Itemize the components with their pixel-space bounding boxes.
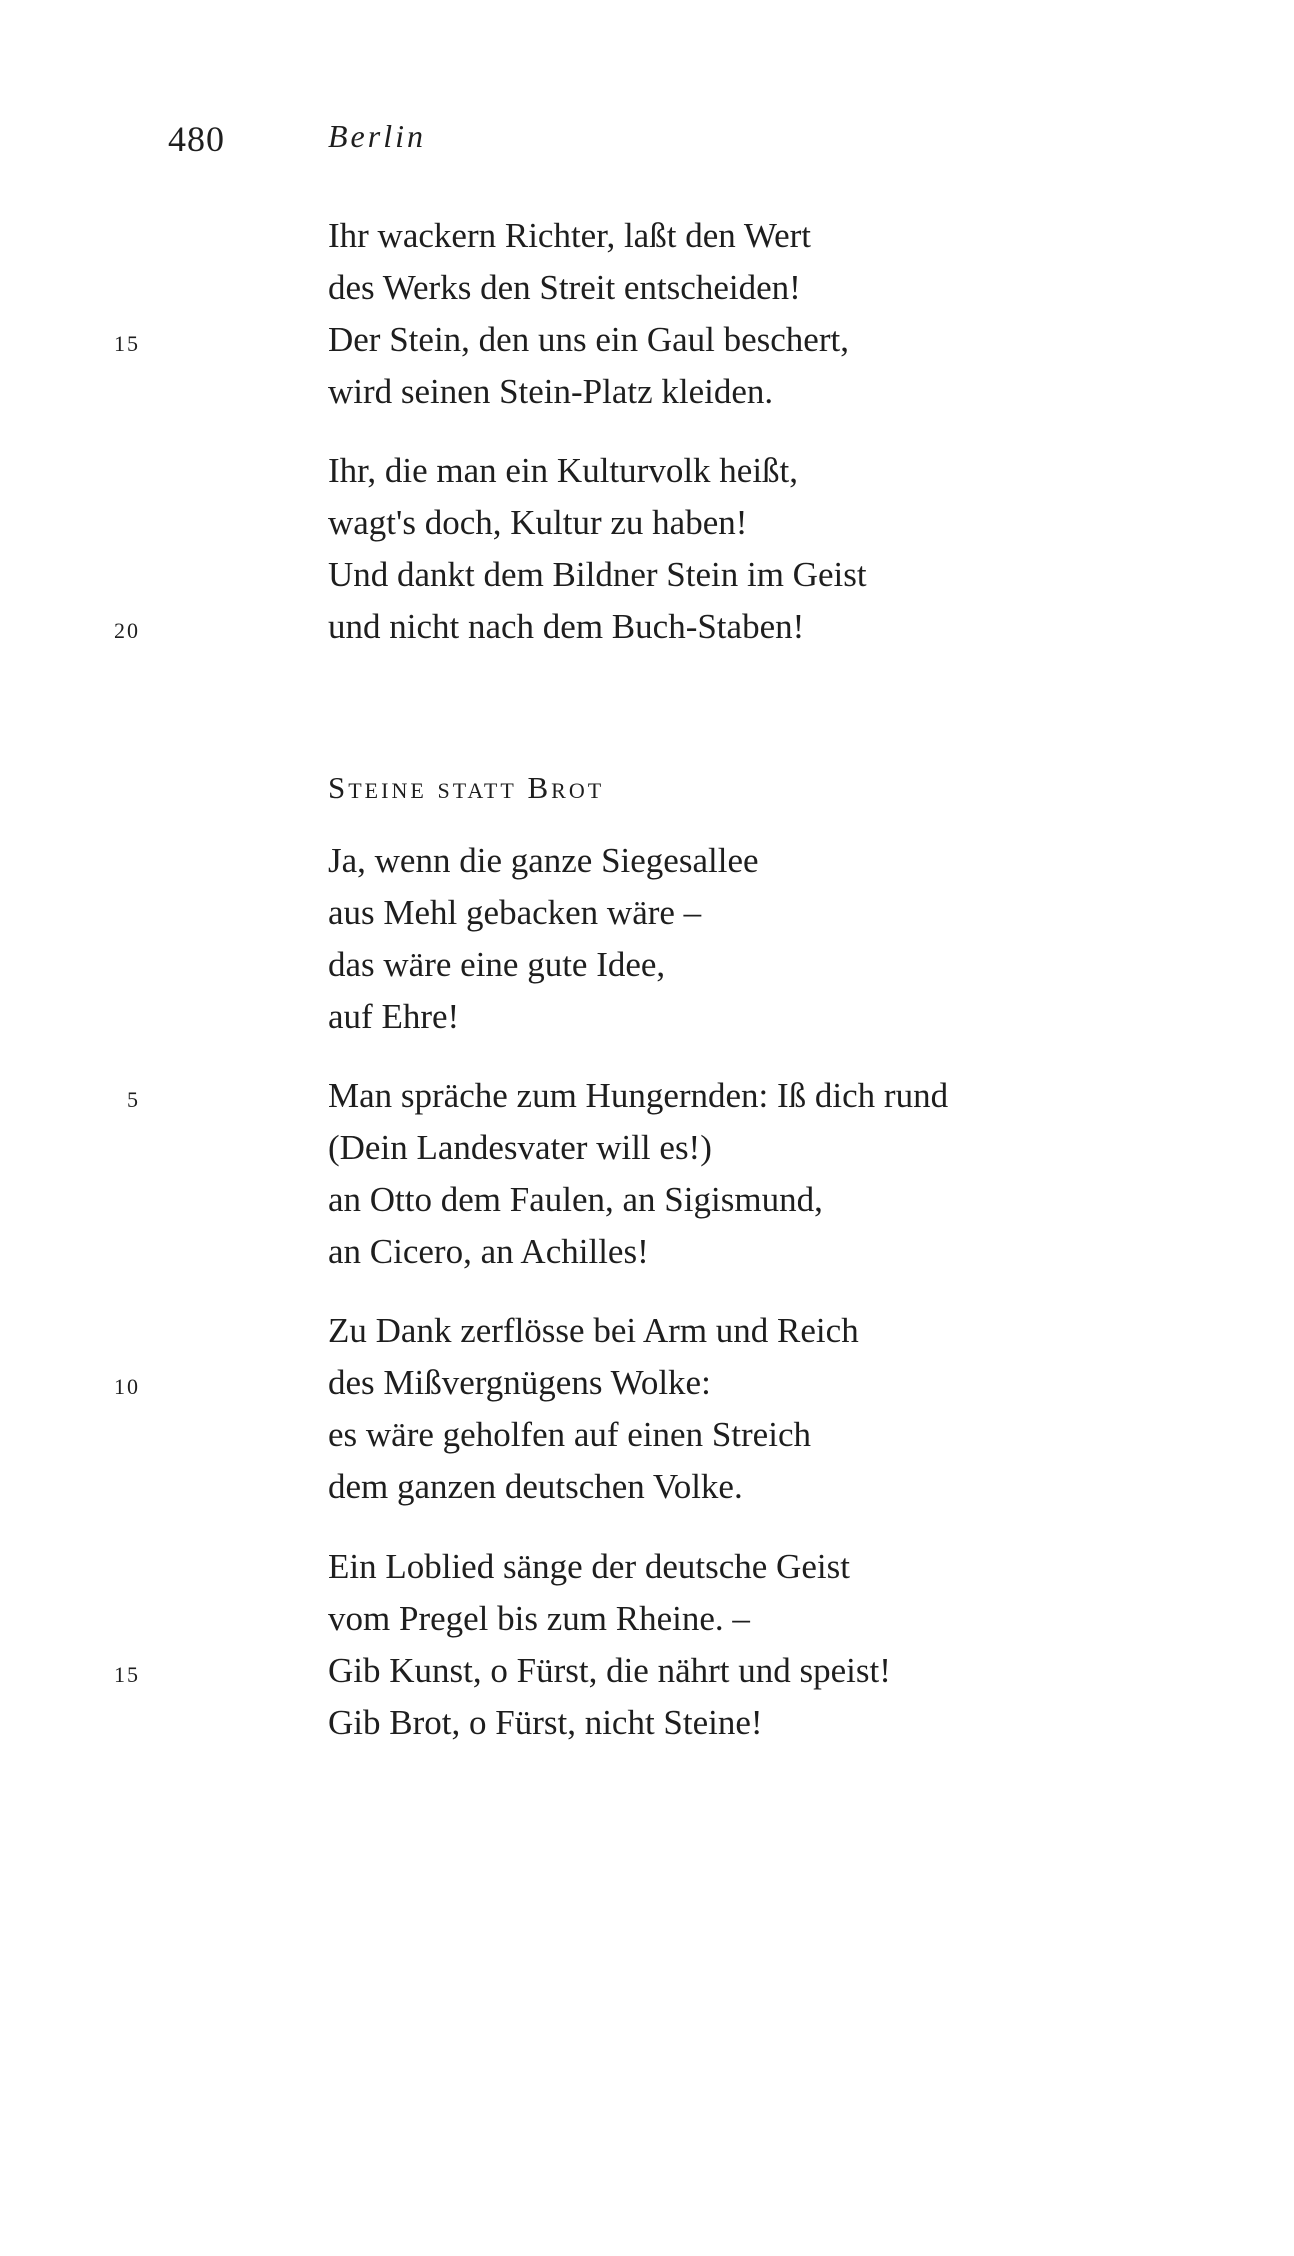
verse-text: an Cicero, an Achilles!: [328, 1232, 649, 1271]
line-number: 15: [114, 331, 140, 356]
poem1-stanza-1: [0, 210, 1294, 418]
verse-text: des Werks den Streit entscheiden!: [328, 268, 801, 307]
verse-text: Ihr wackern Richter, laßt den Wert: [328, 216, 811, 255]
verse-text: und nicht nach dem Buch-Staben!: [328, 607, 805, 646]
verse-line: [0, 497, 1294, 549]
verse-line: [0, 262, 1294, 314]
verse-line: [0, 1461, 1294, 1513]
verse-text: das wäre eine gute Idee,: [328, 945, 666, 984]
verse-text: Ja, wenn die ganze Siegesallee: [328, 841, 759, 880]
verse-text: (Dein Landesvater will es!): [328, 1128, 712, 1167]
verse-line: [0, 887, 1294, 939]
verse-text: Gib Kunst, o Fürst, die nährt und speist!: [328, 1651, 891, 1690]
line-number: 10: [114, 1374, 140, 1399]
verse-text: Und dankt dem Bildner Stein im Geist: [328, 555, 867, 594]
poem-title: Steine statt Brot: [328, 770, 605, 805]
verse-text: es wäre geholfen auf einen Streich: [328, 1415, 811, 1454]
verse-line: [0, 1226, 1294, 1278]
verse-line: [0, 1070, 1294, 1122]
verse-text: an Otto dem Faulen, an Sigismund,: [328, 1180, 823, 1219]
verse-line: [0, 1593, 1294, 1645]
verse-line: [0, 210, 1294, 262]
poem1-stanza-2: [0, 445, 1294, 653]
verse-text: Zu Dank zerflösse bei Arm und Reich: [328, 1311, 859, 1350]
verse-text: auf Ehre!: [328, 997, 460, 1036]
verse-text: wagt's doch, Kultur zu haben!: [328, 503, 748, 542]
verse-line: [0, 601, 1294, 653]
verse-line: [0, 445, 1294, 497]
verse-line: [0, 1697, 1294, 1749]
verse-line: [0, 1645, 1294, 1697]
verse-text: Gib Brot, o Fürst, nicht Steine!: [328, 1703, 763, 1742]
line-number: 20: [114, 618, 140, 643]
line-number: 5: [127, 1087, 140, 1112]
page-number: 480: [168, 119, 225, 159]
line-number: 15: [114, 1662, 140, 1687]
verse-line: [0, 314, 1294, 366]
verse-line: [0, 366, 1294, 418]
verse-text: des Mißvergnügens Wolke:: [328, 1363, 711, 1402]
verse-line: [0, 835, 1294, 887]
verse-text: vom Pregel bis zum Rheine. –: [328, 1599, 750, 1638]
poem2-stanza-4: [0, 1541, 1294, 1749]
poem2-stanza-3: [0, 1305, 1294, 1513]
verse-text: Der Stein, den uns ein Gaul beschert,: [328, 320, 849, 359]
verse-line: [0, 1409, 1294, 1461]
verse-text: wird seinen Stein-Platz kleiden.: [328, 372, 774, 411]
verse-text: dem ganzen deutschen Volke.: [328, 1467, 743, 1506]
verse-line: [0, 549, 1294, 601]
verse-line: [0, 1305, 1294, 1357]
verse-line: [0, 1122, 1294, 1174]
poem2-stanza-2: [0, 1070, 1294, 1278]
verse-text: aus Mehl gebacken wäre –: [328, 893, 702, 932]
poem2-stanza-1: [0, 835, 1294, 1043]
verse-text: Ihr, die man ein Kulturvolk heißt,: [328, 451, 799, 490]
running-head: Berlin: [328, 118, 426, 154]
verse-text: Man spräche zum Hungernden: Iß dich rund: [328, 1076, 949, 1115]
verse-line: [0, 991, 1294, 1043]
verse-line: [0, 939, 1294, 991]
verse-text: Ein Loblied sänge der deutsche Geist: [328, 1547, 850, 1586]
verse-line: [0, 1174, 1294, 1226]
verse-line: [0, 1357, 1294, 1409]
page-header: [0, 118, 1294, 178]
verse-line: [0, 1541, 1294, 1593]
